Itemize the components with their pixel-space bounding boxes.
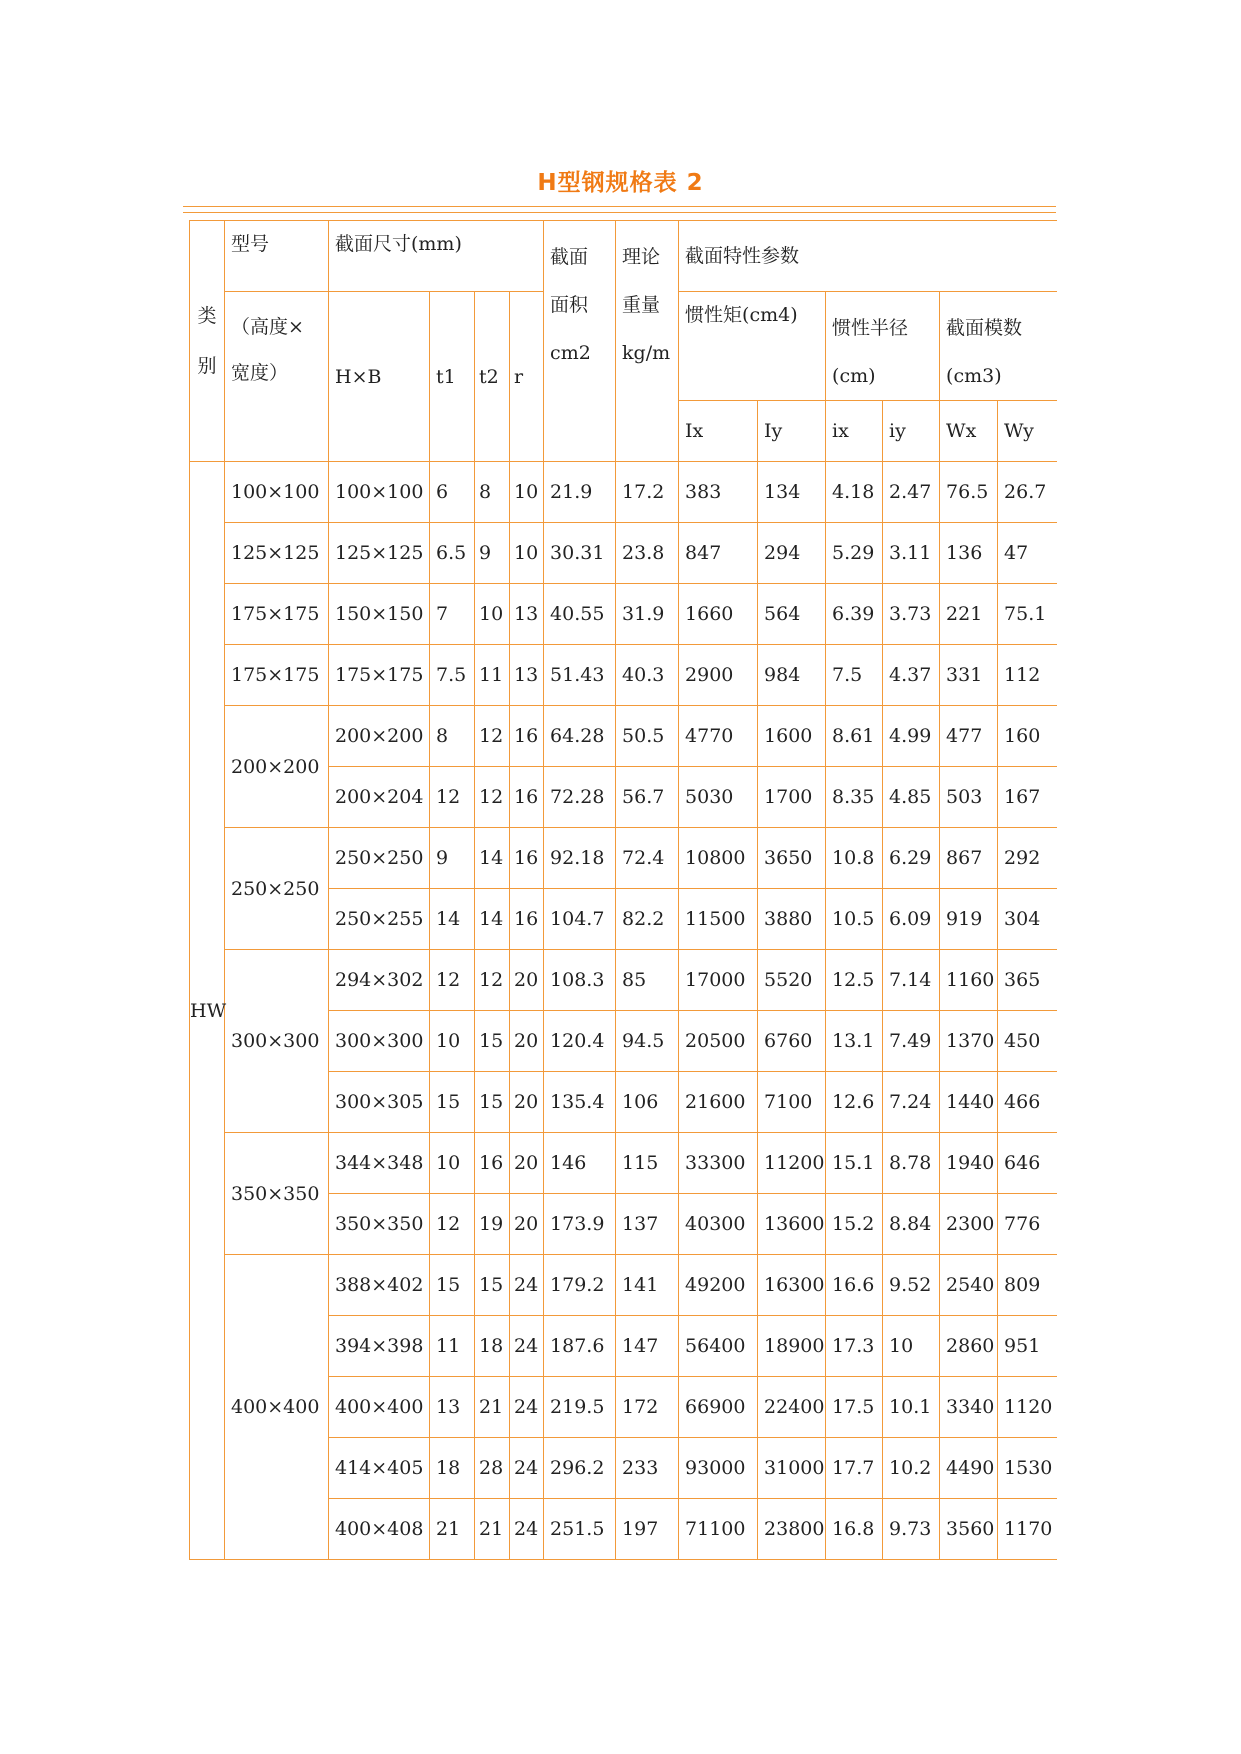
cell-iy-radius: 10 <box>883 1316 940 1377</box>
cell-ix-radius: 17.5 <box>826 1377 883 1438</box>
cell-wx: 867 <box>940 828 998 889</box>
cell-iy-radius: 7.24 <box>883 1072 940 1133</box>
cell-ix-moment: 383 <box>679 462 758 523</box>
cell-t1: 12 <box>430 767 475 828</box>
cell-t1: 6 <box>430 462 475 523</box>
cell-iy-moment: 7100 <box>758 1072 826 1133</box>
cell-weight: 23.8 <box>616 523 679 584</box>
cell-iy-radius: 9.73 <box>883 1499 940 1560</box>
cell-weight: 56.7 <box>616 767 679 828</box>
cell-area: 104.7 <box>544 889 616 950</box>
title-rule-2 <box>183 212 1056 213</box>
cell-wy: 112 <box>998 645 1057 706</box>
cell-iy-radius: 4.85 <box>883 767 940 828</box>
cell-area: 51.43 <box>544 645 616 706</box>
cell-hb: 175×175 <box>329 645 430 706</box>
cell-ix-moment: 56400 <box>679 1316 758 1377</box>
cell-iy-radius: 10.1 <box>883 1377 940 1438</box>
cell-ix-radius: 12.5 <box>826 950 883 1011</box>
cell-wx: 3560 <box>940 1499 998 1560</box>
cell-iy-moment: 3880 <box>758 889 826 950</box>
cell-hb: 350×350 <box>329 1194 430 1255</box>
cell-iy-moment: 16300 <box>758 1255 826 1316</box>
cell-weight: 50.5 <box>616 706 679 767</box>
cell-wx: 331 <box>940 645 998 706</box>
category-cell: HW <box>190 462 225 1560</box>
page-title: H型钢规格表 2 <box>537 170 704 196</box>
cell-t1: 6.5 <box>430 523 475 584</box>
cell-weight: 31.9 <box>616 584 679 645</box>
cell-wy: 809 <box>998 1255 1057 1316</box>
cell-iy-radius: 3.11 <box>883 523 940 584</box>
cell-ix-moment: 5030 <box>679 767 758 828</box>
cell-area: 251.5 <box>544 1499 616 1560</box>
header-weight: 理论重量kg/m <box>616 221 679 462</box>
cell-hb: 300×305 <box>329 1072 430 1133</box>
cell-ix-radius: 15.2 <box>826 1194 883 1255</box>
cell-wy: 304 <box>998 889 1057 950</box>
cell-t1: 12 <box>430 1194 475 1255</box>
cell-t2: 10 <box>475 584 510 645</box>
cell-wx: 919 <box>940 889 998 950</box>
cell-iy-radius: 10.2 <box>883 1438 940 1499</box>
cell-wx: 4490 <box>940 1438 998 1499</box>
cell-iy-moment: 22400 <box>758 1377 826 1438</box>
table-row <box>190 1133 1057 1194</box>
cell-wx: 2540 <box>940 1255 998 1316</box>
header-section-properties: 截面特性参数 <box>679 221 1057 292</box>
cell-hb: 125×125 <box>329 523 430 584</box>
cell-wy: 75.1 <box>998 584 1057 645</box>
cell-iy-radius: 6.09 <box>883 889 940 950</box>
cell-wx: 136 <box>940 523 998 584</box>
cell-iy-radius: 4.99 <box>883 706 940 767</box>
cell-iy-moment: 18900 <box>758 1316 826 1377</box>
cell-hb: 250×250 <box>329 828 430 889</box>
cell-t1: 10 <box>430 1011 475 1072</box>
cell-hb: 200×200 <box>329 706 430 767</box>
model-cell: 400×400 <box>225 1255 329 1560</box>
header-iy-moment: Iy <box>758 401 826 462</box>
cell-hb: 400×400 <box>329 1377 430 1438</box>
cell-iy-moment: 1600 <box>758 706 826 767</box>
cell-wy: 450 <box>998 1011 1057 1072</box>
cell-ix-moment: 4770 <box>679 706 758 767</box>
cell-area: 30.31 <box>544 523 616 584</box>
cell-ix-radius: 15.1 <box>826 1133 883 1194</box>
cell-area: 187.6 <box>544 1316 616 1377</box>
cell-t2: 21 <box>475 1377 510 1438</box>
cell-weight: 40.3 <box>616 645 679 706</box>
cell-ix-radius: 17.3 <box>826 1316 883 1377</box>
cell-area: 120.4 <box>544 1011 616 1072</box>
table-row <box>190 584 1057 645</box>
header-category: 类别 <box>190 221 225 462</box>
cell-t2: 14 <box>475 828 510 889</box>
cell-ix-moment: 71100 <box>679 1499 758 1560</box>
cell-iy-moment: 23800 <box>758 1499 826 1560</box>
table-row <box>190 950 1057 1011</box>
header-hb: H×B <box>329 292 430 462</box>
cell-area: 179.2 <box>544 1255 616 1316</box>
cell-hb: 200×204 <box>329 767 430 828</box>
cell-r: 13 <box>510 645 544 706</box>
cell-wx: 221 <box>940 584 998 645</box>
cell-area: 296.2 <box>544 1438 616 1499</box>
cell-ix-moment: 2900 <box>679 645 758 706</box>
cell-t1: 11 <box>430 1316 475 1377</box>
model-cell: 100×100 <box>225 462 329 523</box>
cell-area: 21.9 <box>544 462 616 523</box>
header-ix-radius: ix <box>826 401 883 462</box>
cell-wy: 951 <box>998 1316 1057 1377</box>
cell-area: 219.5 <box>544 1377 616 1438</box>
cell-t1: 14 <box>430 889 475 950</box>
cell-weight: 85 <box>616 950 679 1011</box>
cell-hb: 250×255 <box>329 889 430 950</box>
cell-ix-radius: 17.7 <box>826 1438 883 1499</box>
cell-iy-moment: 294 <box>758 523 826 584</box>
cell-ix-moment: 21600 <box>679 1072 758 1133</box>
cell-r: 16 <box>510 889 544 950</box>
header-section-dims: 截面尺寸(mm) <box>329 221 544 292</box>
cell-area: 72.28 <box>544 767 616 828</box>
model-cell: 125×125 <box>225 523 329 584</box>
cell-ix-radius: 12.6 <box>826 1072 883 1133</box>
cell-t1: 10 <box>430 1133 475 1194</box>
cell-iy-radius: 7.49 <box>883 1011 940 1072</box>
model-cell: 300×300 <box>225 950 329 1133</box>
cell-iy-radius: 6.29 <box>883 828 940 889</box>
cell-ix-radius: 8.61 <box>826 706 883 767</box>
model-cell: 175×175 <box>225 584 329 645</box>
header-model: 型号 <box>225 221 329 292</box>
header-wx: Wx <box>940 401 998 462</box>
cell-hb: 394×398 <box>329 1316 430 1377</box>
cell-iy-moment: 3650 <box>758 828 826 889</box>
header-r: r <box>510 292 544 462</box>
model-cell: 350×350 <box>225 1133 329 1255</box>
cell-t2: 28 <box>475 1438 510 1499</box>
header-ix-moment: Ix <box>679 401 758 462</box>
cell-r: 20 <box>510 1011 544 1072</box>
cell-ix-radius: 16.6 <box>826 1255 883 1316</box>
cell-area: 135.4 <box>544 1072 616 1133</box>
header-t2: t2 <box>475 292 510 462</box>
cell-ix-radius: 8.35 <box>826 767 883 828</box>
cell-t1: 15 <box>430 1072 475 1133</box>
cell-wx: 2300 <box>940 1194 998 1255</box>
cell-t2: 21 <box>475 1499 510 1560</box>
cell-wy: 776 <box>998 1194 1057 1255</box>
cell-r: 24 <box>510 1316 544 1377</box>
cell-r: 20 <box>510 950 544 1011</box>
table-row <box>190 706 1057 767</box>
cell-wy: 365 <box>998 950 1057 1011</box>
cell-iy-radius: 2.47 <box>883 462 940 523</box>
cell-ix-radius: 10.8 <box>826 828 883 889</box>
cell-iy-moment: 11200 <box>758 1133 826 1194</box>
header-wy: Wy <box>998 401 1057 462</box>
cell-iy-moment: 984 <box>758 645 826 706</box>
cell-wy: 167 <box>998 767 1057 828</box>
cell-t2: 16 <box>475 1133 510 1194</box>
header-modulus: 截面模数(cm3) <box>940 292 1057 401</box>
cell-wx: 76.5 <box>940 462 998 523</box>
cell-area: 40.55 <box>544 584 616 645</box>
cell-t2: 12 <box>475 767 510 828</box>
model-cell: 175×175 <box>225 645 329 706</box>
cell-wx: 2860 <box>940 1316 998 1377</box>
cell-hb: 150×150 <box>329 584 430 645</box>
cell-iy-moment: 564 <box>758 584 826 645</box>
cell-t1: 7 <box>430 584 475 645</box>
cell-iy-moment: 13600 <box>758 1194 826 1255</box>
table-row <box>190 462 1057 523</box>
cell-iy-radius: 9.52 <box>883 1255 940 1316</box>
cell-r: 24 <box>510 1438 544 1499</box>
cell-wy: 292 <box>998 828 1057 889</box>
cell-r: 20 <box>510 1072 544 1133</box>
cell-weight: 233 <box>616 1438 679 1499</box>
cell-t2: 15 <box>475 1011 510 1072</box>
cell-ix-moment: 11500 <box>679 889 758 950</box>
cell-hb: 414×405 <box>329 1438 430 1499</box>
cell-r: 16 <box>510 767 544 828</box>
title-rule <box>183 206 1056 207</box>
cell-t2: 18 <box>475 1316 510 1377</box>
cell-wy: 160 <box>998 706 1057 767</box>
cell-iy-moment: 134 <box>758 462 826 523</box>
cell-r: 10 <box>510 462 544 523</box>
cell-t1: 21 <box>430 1499 475 1560</box>
cell-weight: 94.5 <box>616 1011 679 1072</box>
cell-ix-moment: 847 <box>679 523 758 584</box>
table-row <box>190 1255 1057 1316</box>
cell-wx: 1940 <box>940 1133 998 1194</box>
cell-t1: 8 <box>430 706 475 767</box>
cell-area: 92.18 <box>544 828 616 889</box>
header-t1: t1 <box>430 292 475 462</box>
cell-wy: 646 <box>998 1133 1057 1194</box>
model-cell: 200×200 <box>225 706 329 828</box>
table-row <box>190 828 1057 889</box>
cell-wx: 1370 <box>940 1011 998 1072</box>
cell-ix-moment: 1660 <box>679 584 758 645</box>
header-inertia: 惯性矩(cm4) <box>679 292 826 401</box>
table-row <box>190 523 1057 584</box>
cell-ix-radius: 5.29 <box>826 523 883 584</box>
cell-weight: 82.2 <box>616 889 679 950</box>
cell-ix-moment: 33300 <box>679 1133 758 1194</box>
cell-weight: 197 <box>616 1499 679 1560</box>
cell-wy: 1170 <box>998 1499 1057 1560</box>
cell-ix-radius: 10.5 <box>826 889 883 950</box>
cell-hb: 400×408 <box>329 1499 430 1560</box>
cell-wx: 1440 <box>940 1072 998 1133</box>
cell-ix-moment: 17000 <box>679 950 758 1011</box>
cell-ix-radius: 4.18 <box>826 462 883 523</box>
cell-hb: 344×348 <box>329 1133 430 1194</box>
cell-ix-moment: 93000 <box>679 1438 758 1499</box>
cell-wy: 1530 <box>998 1438 1057 1499</box>
cell-wy: 1120 <box>998 1377 1057 1438</box>
cell-r: 13 <box>510 584 544 645</box>
cell-r: 10 <box>510 523 544 584</box>
cell-weight: 17.2 <box>616 462 679 523</box>
cell-r: 24 <box>510 1255 544 1316</box>
cell-t2: 19 <box>475 1194 510 1255</box>
cell-t1: 13 <box>430 1377 475 1438</box>
cell-area: 108.3 <box>544 950 616 1011</box>
cell-ix-moment: 49200 <box>679 1255 758 1316</box>
cell-iy-moment: 5520 <box>758 950 826 1011</box>
cell-iy-radius: 3.73 <box>883 584 940 645</box>
cell-ix-radius: 13.1 <box>826 1011 883 1072</box>
cell-r: 20 <box>510 1133 544 1194</box>
cell-t2: 15 <box>475 1072 510 1133</box>
cell-ix-moment: 10800 <box>679 828 758 889</box>
cell-ix-moment: 66900 <box>679 1377 758 1438</box>
cell-area: 64.28 <box>544 706 616 767</box>
cell-r: 24 <box>510 1377 544 1438</box>
cell-weight: 141 <box>616 1255 679 1316</box>
cell-weight: 172 <box>616 1377 679 1438</box>
cell-iy-radius: 7.14 <box>883 950 940 1011</box>
cell-r: 16 <box>510 706 544 767</box>
cell-hb: 388×402 <box>329 1255 430 1316</box>
cell-weight: 72.4 <box>616 828 679 889</box>
cell-weight: 115 <box>616 1133 679 1194</box>
header-model-sub: （高度×宽度） <box>225 292 329 462</box>
cell-weight: 147 <box>616 1316 679 1377</box>
cell-ix-radius: 16.8 <box>826 1499 883 1560</box>
cell-t2: 8 <box>475 462 510 523</box>
cell-iy-moment: 6760 <box>758 1011 826 1072</box>
cell-wx: 1160 <box>940 950 998 1011</box>
cell-ix-moment: 20500 <box>679 1011 758 1072</box>
cell-wy: 26.7 <box>998 462 1057 523</box>
cell-t2: 9 <box>475 523 510 584</box>
h-beam-spec-table <box>189 220 1057 1560</box>
cell-hb: 100×100 <box>329 462 430 523</box>
cell-wy: 466 <box>998 1072 1057 1133</box>
cell-hb: 294×302 <box>329 950 430 1011</box>
cell-t1: 15 <box>430 1255 475 1316</box>
cell-iy-radius: 4.37 <box>883 645 940 706</box>
cell-ix-radius: 7.5 <box>826 645 883 706</box>
cell-wx: 3340 <box>940 1377 998 1438</box>
cell-iy-radius: 8.84 <box>883 1194 940 1255</box>
cell-iy-radius: 8.78 <box>883 1133 940 1194</box>
cell-t2: 12 <box>475 706 510 767</box>
cell-weight: 137 <box>616 1194 679 1255</box>
cell-wy: 47 <box>998 523 1057 584</box>
cell-weight: 106 <box>616 1072 679 1133</box>
cell-wx: 503 <box>940 767 998 828</box>
cell-ix-moment: 40300 <box>679 1194 758 1255</box>
header-area: 截面面积cm2 <box>544 221 616 462</box>
cell-t2: 14 <box>475 889 510 950</box>
header-radius: 惯性半径(cm) <box>826 292 940 401</box>
cell-iy-moment: 31000 <box>758 1438 826 1499</box>
cell-t2: 15 <box>475 1255 510 1316</box>
cell-t2: 11 <box>475 645 510 706</box>
cell-t1: 12 <box>430 950 475 1011</box>
cell-iy-moment: 1700 <box>758 767 826 828</box>
cell-wx: 477 <box>940 706 998 767</box>
cell-hb: 300×300 <box>329 1011 430 1072</box>
cell-r: 16 <box>510 828 544 889</box>
cell-t1: 18 <box>430 1438 475 1499</box>
cell-t1: 9 <box>430 828 475 889</box>
cell-t2: 12 <box>475 950 510 1011</box>
cell-r: 20 <box>510 1194 544 1255</box>
cell-area: 146 <box>544 1133 616 1194</box>
cell-area: 173.9 <box>544 1194 616 1255</box>
table-row <box>190 645 1057 706</box>
header-iy-radius: iy <box>883 401 940 462</box>
cell-ix-radius: 6.39 <box>826 584 883 645</box>
cell-r: 24 <box>510 1499 544 1560</box>
cell-t1: 7.5 <box>430 645 475 706</box>
model-cell: 250×250 <box>225 828 329 950</box>
